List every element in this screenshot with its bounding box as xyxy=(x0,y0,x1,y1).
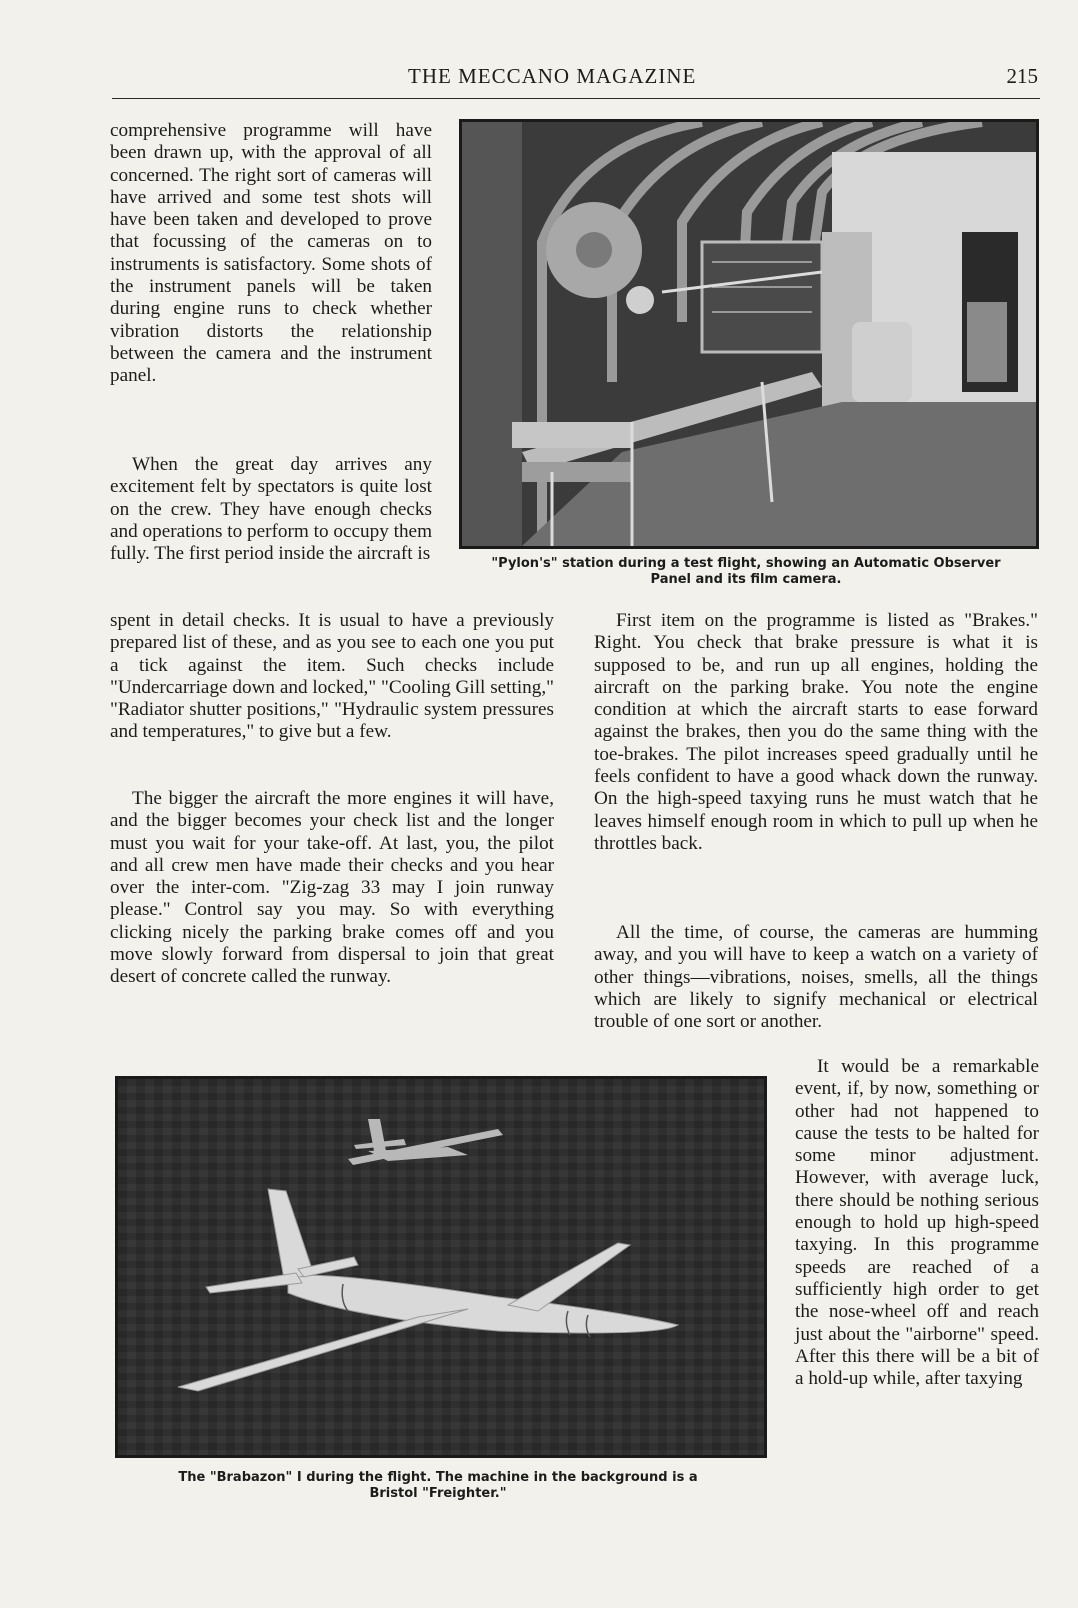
article-paragraph-1: comprehensive programme will have been drawn up, with the approval of all concerned. The right sort of cameras will have arrived and some test shots will have been taken and developed to prove that focussing of the cameras on to instruments is satisfactory. Some shots of the instrument panels will be taken during engine runs to check whether vibration distorts the relationship between the camera and the instrument panel. xyxy=(110,120,432,387)
article-paragraph-2-continued: spent in detail checks. It is usual to have a previously prepared list of these, and as you see to each one you put a tick against the item. Such checks include "Undercarriage down and locked," "Cooling Gill setting," "Radiator shutter positions," "Hydraulic system pressures and temperatures," to give but a few. xyxy=(110,610,554,743)
brabazon-caption-line2: Bristol "Freighter." xyxy=(369,1486,507,1501)
page-header xyxy=(112,62,1040,99)
brabazon-photo xyxy=(115,1076,767,1458)
pylon-caption-line2: Panel and its film camera. xyxy=(650,572,842,587)
brabazon-photo-caption xyxy=(106,1470,770,1502)
article-paragraph-3: The bigger the aircraft the more engines it will have, and the bigger becomes your check list and the longer must you wait for your take-off. At last, you, the pilot and all crew men have made their checks and you hear over the inter-com. "Zig-zag 33 may I join runway please." Control say you may. So with everything clicking nicely the parking brake comes off and you move slowly forward from dispersal to join that great desert of concrete called the runway. xyxy=(110,788,554,988)
page-number: 215 xyxy=(1006,64,1038,88)
pylon-station-photo xyxy=(459,119,1039,549)
article-paragraph-6: It would be a remarkable event, if, by now, something or other had not happened to cause the tests to be halted for some minor adjustment. However, with average luck, there should be nothing serious enough to hold up high-speed taxying. In this programme speeds are reached of a sufficiently high order to get the nose-wheel off and reach just about the "airborne" speed. After this there will be a bit of a hold-up while, after taxying xyxy=(795,1056,1039,1390)
magazine-title: THE MECCANO MAGAZINE xyxy=(408,64,697,88)
article-paragraph-2: When the great day arrives any excitement felt by spectators is quite lost on the crew. They have enough checks and operations to perform to occupy them fully. The first period inside the aircraft is xyxy=(110,454,432,565)
pylon-photo-caption xyxy=(452,556,1040,588)
brabazon-caption-line1: The "Brabazon" I during the flight. The machine in the background is a xyxy=(178,1470,698,1485)
pylon-caption-line1: "Pylon's" station during a test flight, showing an Automatic Observer xyxy=(491,556,1001,571)
article-paragraph-5: All the time, of course, the cameras are humming away, and you will have to keep a watch on a variety of other things—vibrations, noises, smells, all the things which are likely to signify mechanical or electrical trouble of one sort or another. xyxy=(594,922,1038,1033)
article-paragraph-4: First item on the programme is listed as "Brakes." Right. You check that brake pressure is what it is supposed to be, and run up all engines, holding the aircraft on the parking brake. You note the engine condition at which the aircraft starts to ease forward against the brakes, then you do the same thing with the toe-brakes. The pilot increases speed gradually until he feels confident to have a good whack down the runway. On the high-speed taxying runs he must watch that he leaves himself enough room in which to pull up when he throttles back. xyxy=(594,610,1038,854)
